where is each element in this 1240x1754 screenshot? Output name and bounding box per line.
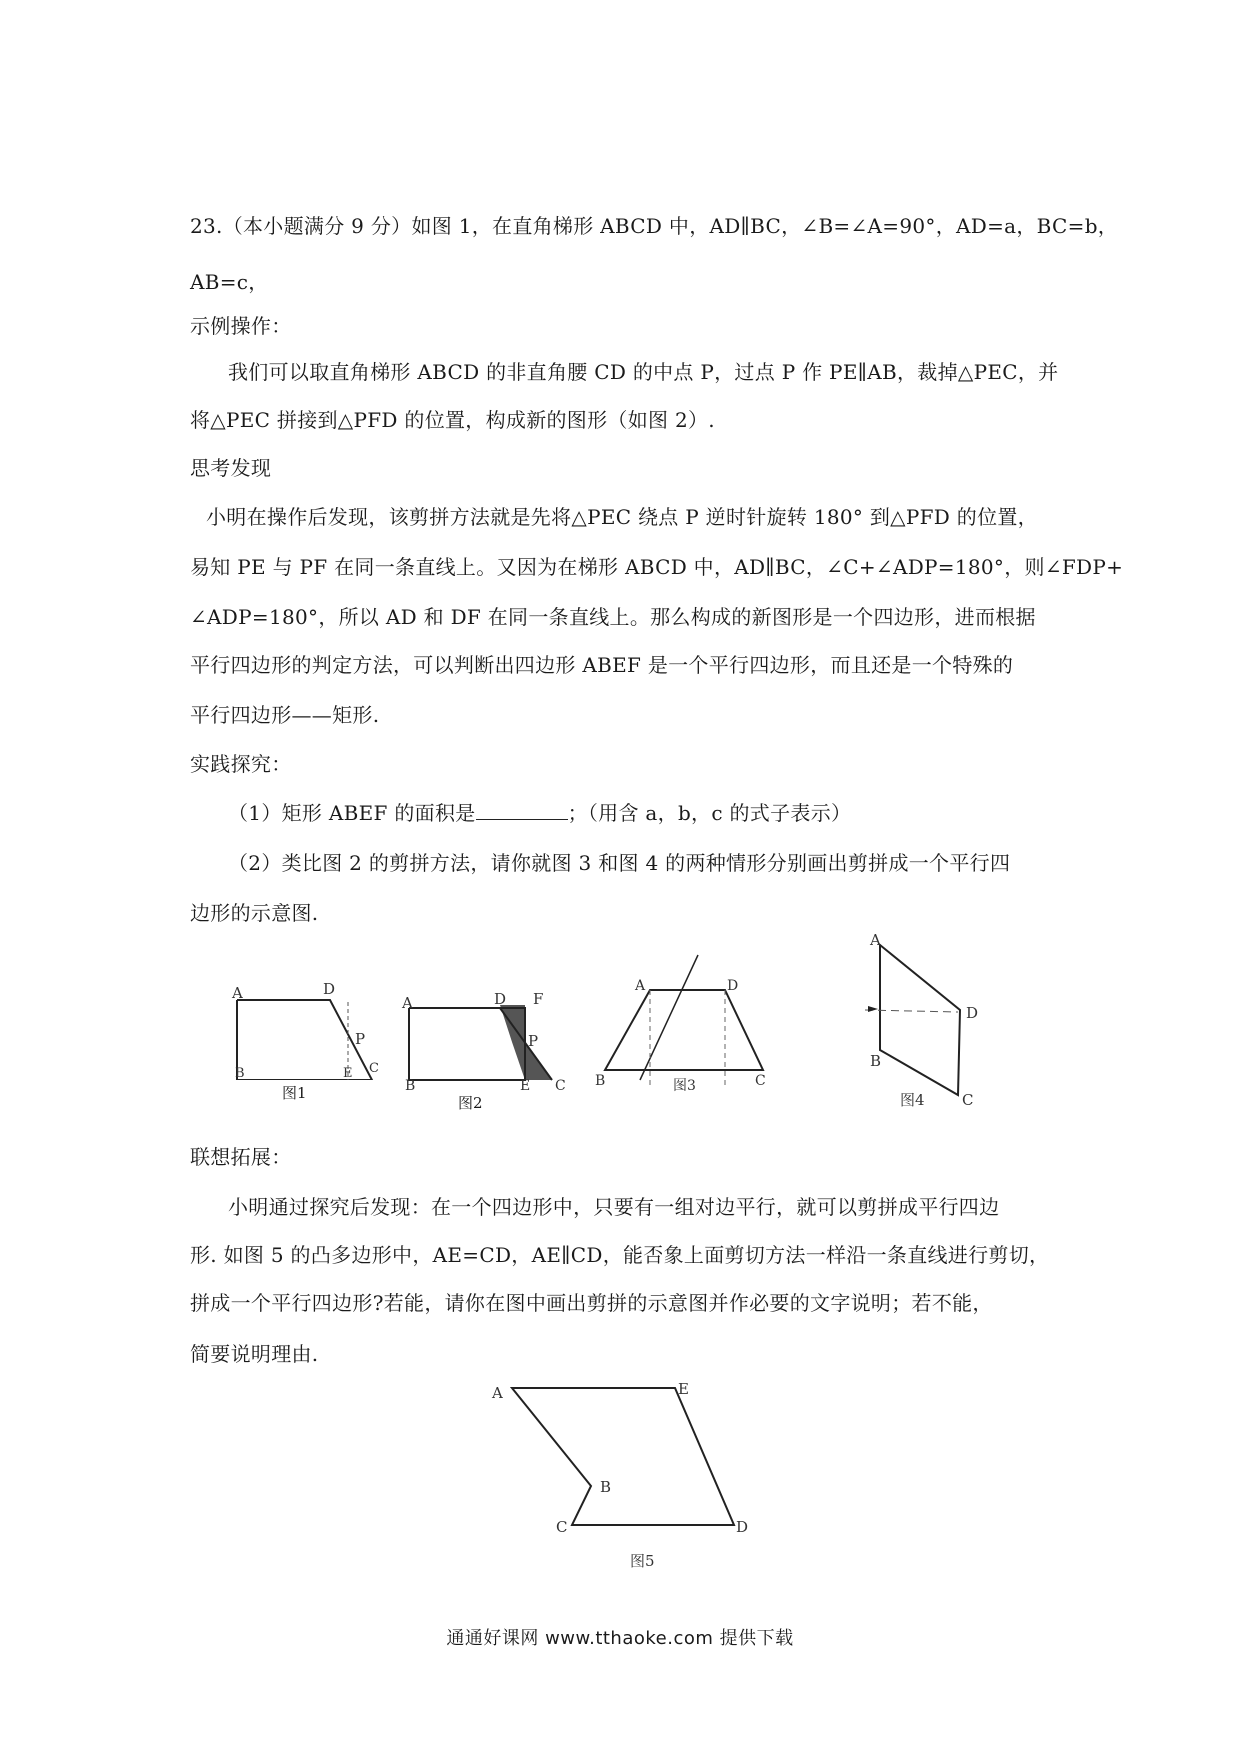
- fig3-label-C: C: [755, 1073, 766, 1089]
- figure-4: [850, 930, 990, 1110]
- heading-think: 思考发现: [190, 456, 272, 480]
- fig4-label-A: A: [870, 931, 881, 949]
- practice-question-1: [228, 799, 851, 827]
- practice-q1-prefix: （1）矩形 ABEF 的面积是: [228, 801, 476, 825]
- figure-5: [480, 1370, 770, 1580]
- fig2-label-C: C: [555, 1078, 566, 1090]
- fig5-label-A: A: [492, 1384, 503, 1402]
- think-line-4: 平行四边形的判定方法，可以判断出四边形 ABEF 是一个平行四边形，而且还是一个特殊的: [190, 653, 1014, 677]
- example-line-2: 将△PEC 拼接到△PFD 的位置，构成新的图形（如图 2）.: [190, 408, 715, 432]
- fig4-label-B: B: [870, 1052, 882, 1070]
- fig3-caption: 图3: [673, 1078, 696, 1094]
- fig1-label-D: D: [323, 980, 336, 998]
- practice-q1-suffix: ；（用含 a，b，c 的式子表示）: [567, 801, 852, 825]
- fig2-label-F: F: [533, 990, 544, 1008]
- extend-line-1: 小明通过探究后发现：在一个四边形中，只要有一组对边平行，就可以剪拼成平行四边: [228, 1195, 1000, 1219]
- fig3-label-D: D: [727, 978, 739, 994]
- fig5-label-B: B: [600, 1478, 612, 1496]
- heading-practice: 实践探究：: [190, 752, 292, 776]
- practice-q2-line-2: 边形的示意图.: [190, 901, 319, 925]
- fig4-label-D: D: [966, 1004, 979, 1022]
- figure-1: [225, 950, 395, 1080]
- fig5-caption: 图5: [630, 1552, 655, 1570]
- fig3-label-A: A: [635, 978, 646, 994]
- think-line-1: 小明在操作后发现，该剪拼方法就是先将△PEC 绕点 P 逆时针旋转 180° 到△PFD 的位置，: [206, 505, 1038, 529]
- fig2-label-B: B: [405, 1078, 416, 1090]
- heading-extend: 联想拓展：: [190, 1145, 292, 1169]
- think-line-5: 平行四边形——矩形.: [190, 703, 380, 727]
- fig5-label-C: C: [556, 1518, 568, 1536]
- fig2-label-A: A: [402, 994, 413, 1012]
- problem-line-1: 23.（本小题满分 9 分）如图 1，在直角梯形 ABCD 中，AD∥BC，∠B=∠A=90°，AD=a，BC=b，: [190, 214, 1119, 238]
- answer-blank: [476, 799, 568, 820]
- fig1-label-P: P: [355, 1030, 366, 1048]
- think-line-2: 易知 PE 与 PF 在同一条直线上。又因为在梯形 ABCD 中，AD∥BC，∠C+∠ADP=180°，则∠FDP+: [190, 555, 1124, 579]
- fig5-label-D: D: [736, 1518, 749, 1536]
- figure-3: [595, 950, 785, 1100]
- figure-2: [395, 950, 575, 1090]
- fig5-label-E: E: [678, 1380, 689, 1398]
- practice-q2-line-1: （2）类比图 2 的剪拼方法，请你就图 3 和图 4 的两种情形分别画出剪拼成一个平行四: [228, 851, 1011, 875]
- fig2-label-D: D: [494, 990, 507, 1008]
- extend-line-2: 形. 如图 5 的凸多边形中，AE=CD，AE∥CD，能否象上面剪切方法一样沿一条直线进行剪切，: [190, 1243, 1050, 1267]
- fig1-caption: 图1: [282, 1084, 307, 1102]
- fig4-label-C: C: [962, 1091, 974, 1109]
- fig1-label-E: E: [343, 1066, 353, 1080]
- fig2-caption: 图2: [458, 1094, 483, 1112]
- fig1-label-A: A: [232, 984, 243, 1002]
- fig3-label-B: B: [595, 1073, 606, 1089]
- heading-example: 示例操作：: [190, 314, 292, 338]
- fig1-label-B: B: [235, 1066, 245, 1080]
- fig1-label-C: C: [369, 1061, 379, 1076]
- fig4-caption: 图4: [900, 1091, 925, 1109]
- extend-line-3: 拼成一个平行四边形?若能，请你在图中画出剪拼的示意图并作必要的文字说明；若不能，: [190, 1291, 993, 1315]
- fig2-label-E: E: [520, 1078, 531, 1090]
- problem-line-2: AB=c，: [190, 270, 269, 294]
- fig2-label-P: P: [528, 1032, 539, 1050]
- example-line-1: 我们可以取直角梯形 ABCD 的非直角腰 CD 的中点 P，过点 P 作 PE∥AB，裁掉△PEC，并: [228, 360, 1059, 384]
- think-line-3: ∠ADP=180°，所以 AD 和 DF 在同一条直线上。那么构成的新图形是一个四边形，进而根据: [190, 605, 1036, 629]
- page-footer: 通通好课网 www.tthaoke.com 提供下载: [446, 1628, 794, 1649]
- extend-line-4: 简要说明理由.: [190, 1342, 319, 1366]
